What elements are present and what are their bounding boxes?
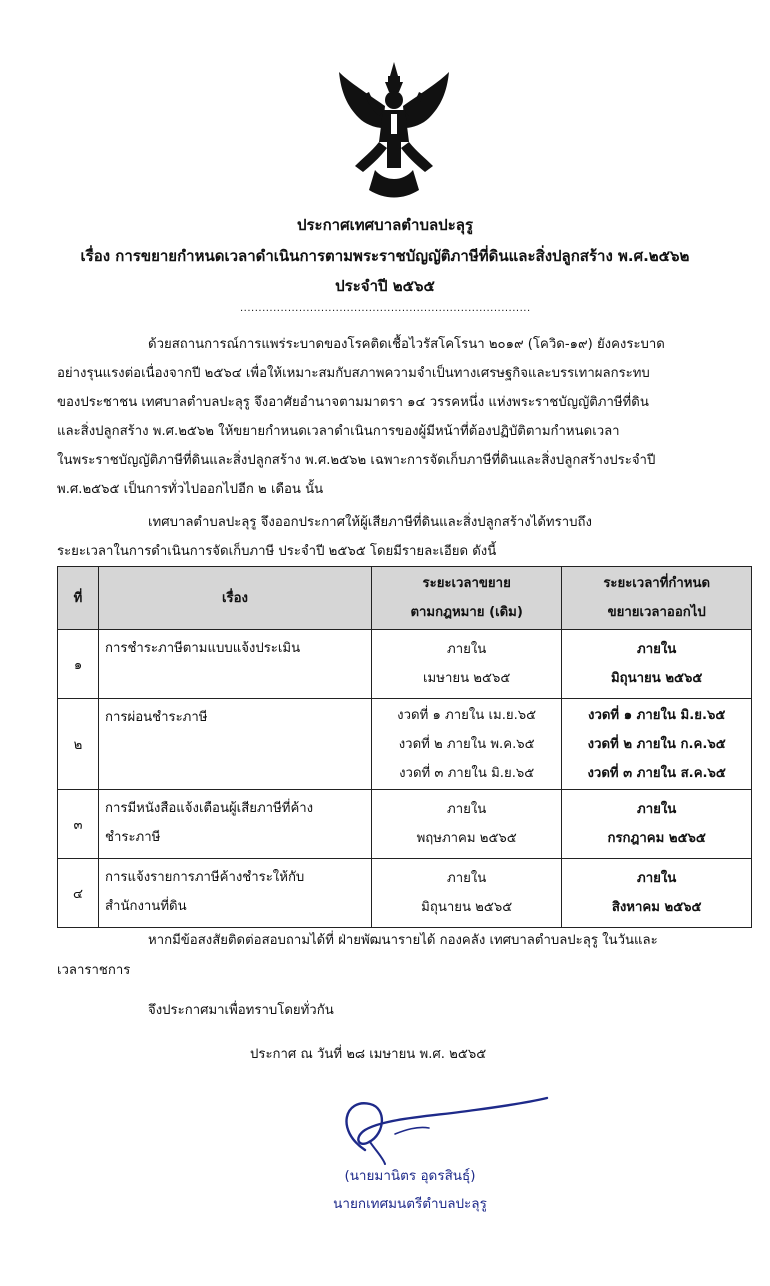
title-separator: ............................................................................... — [240, 303, 531, 314]
header-no: ที่ — [58, 567, 99, 630]
header-original-line-2: ตามกฎหมาย (เดิม) — [410, 605, 523, 620]
para1-line-6: พ.ศ.๒๕๖๕ เป็นการทั่วไปออกไปอีก ๒ เดือน นั้น — [57, 482, 324, 497]
header-extended-line-2: ขยายเวลาออกไป — [607, 605, 706, 620]
announcement-closing: จึงประกาศมาเพื่อทราบโดยทั่วกัน — [148, 1003, 334, 1018]
row-extended-period — [562, 630, 752, 699]
period-line: มิถุนายน ๒๕๖๕ — [610, 671, 703, 686]
installment-line: งวดที่ ๒ ภายใน พ.ค.๖๕ — [398, 736, 535, 752]
period-line: ภายใน — [637, 871, 677, 886]
row-original-period — [372, 790, 562, 859]
para1-line-2: อย่างรุนแรงต่อเนื่องจากปี ๒๕๖๔ เพื่อให้เหมาะสมกับสภาพความจำเป็นทางเศรษฐกิจและบรรเทาผลกระทบ — [57, 366, 650, 381]
period-line: ภายใน — [637, 802, 677, 817]
topic-line: การแจ้งรายการภาษีค้างชำระให้กับ — [105, 870, 305, 885]
table-row — [58, 630, 752, 699]
row-topic — [99, 859, 372, 928]
topic-line: การมีหนังสือแจ้งเตือนผู้เสียภาษีที่ค้าง — [105, 801, 314, 816]
announcement-subject: เรื่อง การขยายกำหนดเวลาดำเนินการตามพระราชบัญญัติภาษีที่ดินและสิ่งปลูกสร้าง พ.ศ.๒๕๖๒ — [80, 247, 690, 265]
installment-line: งวดที่ ๓ ภายใน มิ.ย.๖๕ — [399, 765, 535, 781]
row-topic — [99, 790, 372, 859]
row-original-period — [372, 859, 562, 928]
row-extended-period — [562, 859, 752, 928]
para1-line-4: และสิ่งปลูกสร้าง พ.ศ.๒๕๖๒ ให้ขยายกำหนดเวลาดำเนินการของผู้มีหน้าที่ต้องปฏิบัติตามกำหนดเวลา — [57, 424, 620, 439]
period-line: ภายใน — [447, 802, 487, 817]
row-original-period — [372, 699, 562, 790]
header-extended-line-1: ระยะเวลาที่กำหนด — [603, 576, 711, 591]
row-number: ๓ — [58, 790, 99, 859]
table-row — [58, 859, 752, 928]
period-line: ภายใน — [447, 871, 487, 886]
contact-line-1: หากมีข้อสงสัยติดต่อสอบถามได้ที่ ฝ่ายพัฒนารายได้ กองคลัง เทศบาลตำบลปะลุรู ในวันและ — [148, 933, 658, 948]
garuda-emblem-icon — [335, 62, 453, 200]
contact-line-2: เวลาราชการ — [57, 963, 131, 978]
topic-line: สำนักงานที่ดิน — [105, 899, 187, 914]
para1-line-3: ของประชาชน เทศบาลตำบลปะลุรู จึงอาศัยอำนาจตามมาตรา ๑๔ วรรคหนึ่ง แห่งพระราชบัญญัติภาษีที่ดิน — [57, 395, 649, 410]
row-original-period — [372, 630, 562, 699]
table-row — [58, 790, 752, 859]
period-line: ภายใน — [637, 642, 677, 657]
installment-line: งวดที่ ๒ ภายใน ก.ค.๖๕ — [587, 736, 726, 752]
row-number: ๑ — [58, 630, 99, 699]
tax-schedule-table — [57, 566, 752, 928]
announcement-title: ประกาศเทศบาลตำบลปะลุรู — [296, 216, 474, 234]
para1-line-1: ด้วยสถานการณ์การแพร่ระบาดของโรคติดเชื้อไวรัสโคโรนา ๒๐๑๙ (โควิด-๑๙) ยังคงระบาด — [148, 337, 665, 352]
header-original-period — [372, 567, 562, 630]
period-line: ภายใน — [447, 642, 487, 657]
header-topic: เรื่อง — [99, 567, 372, 630]
header-original-line-1: ระยะเวลาขยาย — [422, 576, 511, 591]
period-line: มิถุนายน ๒๕๖๕ — [421, 900, 513, 915]
period-line: พฤษภาคม ๒๕๖๕ — [416, 831, 517, 846]
para2-line-1: เทศบาลตำบลปะลุรู จึงออกประกาศให้ผู้เสียภาษีที่ดินและสิ่งปลูกสร้างได้ทราบถึง — [148, 515, 592, 530]
period-line: เมษายน ๒๕๖๕ — [423, 671, 511, 686]
installment-line: งวดที่ ๑ ภายใน เม.ย.๖๕ — [397, 707, 537, 723]
header-extended-period — [562, 567, 752, 630]
signer-name: (นายมานิตร อุดรสินธุ์) — [344, 1168, 476, 1184]
announcement-year: ประจำปี ๒๕๖๕ — [335, 277, 435, 295]
announcement-date: ประกาศ ณ วันที่ ๒๘ เมษายน พ.ศ. ๒๕๖๕ — [250, 1047, 487, 1062]
table-row — [58, 699, 752, 790]
period-line: สิงหาคม ๒๕๖๕ — [611, 900, 702, 915]
topic-line: ชำระภาษี — [105, 830, 161, 845]
row-extended-period — [562, 699, 752, 790]
row-number: ๒ — [58, 699, 99, 790]
para1-line-5: ในพระราชบัญญัติภาษีที่ดินและสิ่งปลูกสร้าง พ.ศ.๒๕๖๒ เฉพาะการจัดเก็บภาษีที่ดินและสิ่งปลูกสร้างประจำปี — [57, 453, 656, 468]
row-extended-period — [562, 790, 752, 859]
installment-line: งวดที่ ๓ ภายใน ส.ค.๖๕ — [587, 765, 726, 781]
row-topic: การผ่อนชำระภาษี — [99, 699, 372, 790]
signature-icon — [325, 1090, 555, 1165]
installment-line: งวดที่ ๑ ภายใน มิ.ย.๖๕ — [588, 707, 726, 723]
row-topic: การชำระภาษีตามแบบแจ้งประเมิน — [99, 630, 372, 699]
para2-line-2: ระยะเวลาในการดำเนินการจัดเก็บภาษี ประจำปี ๒๕๖๕ โดยมีรายละเอียด ดังนี้ — [57, 544, 497, 559]
table-header-row — [58, 567, 752, 630]
period-line: กรกฎาคม ๒๕๖๕ — [607, 831, 706, 846]
signer-position: นายกเทศมนตรีตำบลปะลุรู — [333, 1196, 487, 1212]
row-number: ๔ — [58, 859, 99, 928]
